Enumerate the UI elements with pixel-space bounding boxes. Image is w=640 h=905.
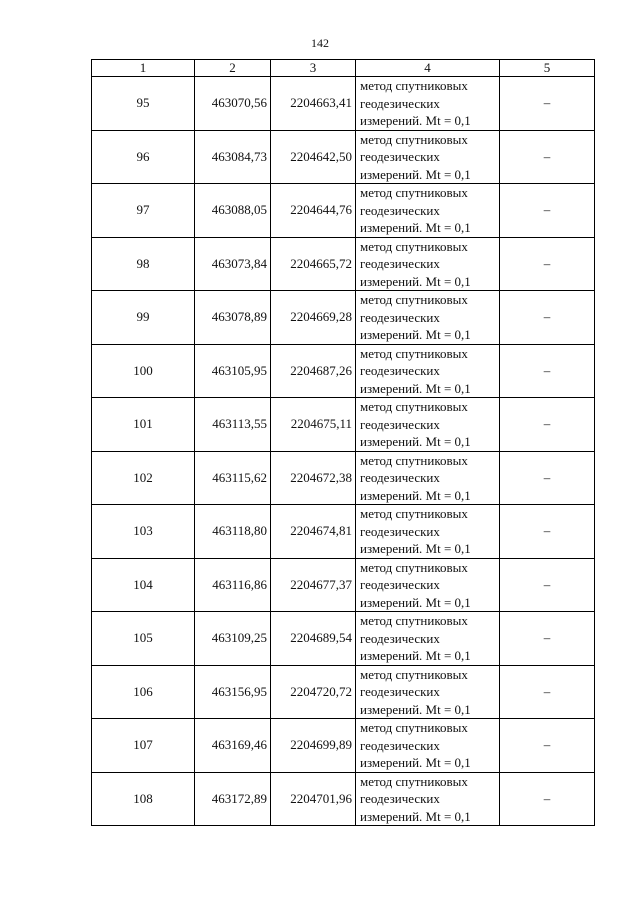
method-cell: метод спутниковых геодезических измерений. Mt = 0,1	[356, 665, 500, 719]
note-cell: –	[500, 237, 595, 291]
coordinate-x-cell: 463084,73	[195, 130, 271, 184]
method-cell: метод спутниковых геодезических измерений. Mt = 0,1	[356, 344, 500, 398]
coordinate-x-cell: 463118,80	[195, 505, 271, 559]
method-cell: метод спутниковых геодезических измерений. Mt = 0,1	[356, 719, 500, 773]
coordinate-y-cell: 2204674,81	[271, 505, 356, 559]
method-cell: метод спутниковых геодезических измерений. Mt = 0,1	[356, 237, 500, 291]
table-row	[92, 772, 595, 826]
point-number-cell: 100	[92, 344, 195, 398]
method-cell: метод спутниковых геодезических измерений. Mt = 0,1	[356, 451, 500, 505]
page-number: 142	[311, 36, 329, 50]
coordinate-x-cell: 463078,89	[195, 291, 271, 345]
point-number-cell: 101	[92, 398, 195, 452]
point-number-cell: 102	[92, 451, 195, 505]
method-cell: метод спутниковых геодезических измерений. Mt = 0,1	[356, 184, 500, 238]
point-number-cell: 98	[92, 237, 195, 291]
coordinate-y-cell: 2204644,76	[271, 184, 356, 238]
point-number-cell: 99	[92, 291, 195, 345]
point-number-cell: 106	[92, 665, 195, 719]
table-row	[92, 451, 595, 505]
coordinates-table	[91, 59, 595, 826]
note-cell: –	[500, 398, 595, 452]
coordinate-x-cell: 463070,56	[195, 77, 271, 131]
method-cell: метод спутниковых геодезических измерений. Mt = 0,1	[356, 772, 500, 826]
method-cell: метод спутниковых геодезических измерений. Mt = 0,1	[356, 505, 500, 559]
table-row	[92, 665, 595, 719]
coordinate-x-cell: 463116,86	[195, 558, 271, 612]
table-row	[92, 291, 595, 345]
column-header: 4	[356, 60, 500, 77]
point-number-cell: 95	[92, 77, 195, 131]
note-cell: –	[500, 77, 595, 131]
coordinate-x-cell: 463115,62	[195, 451, 271, 505]
table-row	[92, 344, 595, 398]
note-cell: –	[500, 558, 595, 612]
coordinate-y-cell: 2204669,28	[271, 291, 356, 345]
coordinate-y-cell: 2204687,26	[271, 344, 356, 398]
table-row	[92, 558, 595, 612]
coordinate-y-cell: 2204677,37	[271, 558, 356, 612]
point-number-cell: 103	[92, 505, 195, 559]
coordinate-y-cell: 2204701,96	[271, 772, 356, 826]
method-cell: метод спутниковых геодезических измерений. Mt = 0,1	[356, 291, 500, 345]
column-header: 5	[500, 60, 595, 77]
method-cell: метод спутниковых геодезических измерений. Mt = 0,1	[356, 558, 500, 612]
note-cell: –	[500, 451, 595, 505]
table-row	[92, 612, 595, 666]
table-body	[92, 77, 595, 826]
coordinate-y-cell: 2204663,41	[271, 77, 356, 131]
note-cell: –	[500, 612, 595, 666]
table-row	[92, 719, 595, 773]
coordinate-x-cell: 463156,95	[195, 665, 271, 719]
point-number-cell: 108	[92, 772, 195, 826]
coordinate-y-cell: 2204689,54	[271, 612, 356, 666]
table-row	[92, 505, 595, 559]
table-row	[92, 130, 595, 184]
coordinate-x-cell: 463169,46	[195, 719, 271, 773]
point-number-cell: 107	[92, 719, 195, 773]
coordinate-y-cell: 2204665,72	[271, 237, 356, 291]
point-number-cell: 96	[92, 130, 195, 184]
note-cell: –	[500, 719, 595, 773]
coordinate-x-cell: 463109,25	[195, 612, 271, 666]
coordinate-y-cell: 2204720,72	[271, 665, 356, 719]
note-cell: –	[500, 184, 595, 238]
table-row	[92, 77, 595, 131]
coordinate-y-cell: 2204675,11	[271, 398, 356, 452]
note-cell: –	[500, 665, 595, 719]
column-header: 2	[195, 60, 271, 77]
note-cell: –	[500, 772, 595, 826]
column-header: 3	[271, 60, 356, 77]
coordinate-y-cell: 2204642,50	[271, 130, 356, 184]
point-number-cell: 104	[92, 558, 195, 612]
note-cell: –	[500, 130, 595, 184]
coordinate-x-cell: 463105,95	[195, 344, 271, 398]
method-cell: метод спутниковых геодезических измерений. Mt = 0,1	[356, 77, 500, 131]
coordinate-x-cell: 463172,89	[195, 772, 271, 826]
column-header: 1	[92, 60, 195, 77]
coordinate-x-cell: 463088,05	[195, 184, 271, 238]
note-cell: –	[500, 505, 595, 559]
table-row	[92, 237, 595, 291]
coordinate-y-cell: 2204672,38	[271, 451, 356, 505]
table-row	[92, 398, 595, 452]
note-cell: –	[500, 344, 595, 398]
method-cell: метод спутниковых геодезических измерений. Mt = 0,1	[356, 612, 500, 666]
coordinate-x-cell: 463113,55	[195, 398, 271, 452]
table-header-row	[92, 60, 595, 77]
method-cell: метод спутниковых геодезических измерений. Mt = 0,1	[356, 130, 500, 184]
coordinate-x-cell: 463073,84	[195, 237, 271, 291]
point-number-cell: 105	[92, 612, 195, 666]
point-number-cell: 97	[92, 184, 195, 238]
coordinate-y-cell: 2204699,89	[271, 719, 356, 773]
note-cell: –	[500, 291, 595, 345]
method-cell: метод спутниковых геодезических измерений. Mt = 0,1	[356, 398, 500, 452]
table-row	[92, 184, 595, 238]
